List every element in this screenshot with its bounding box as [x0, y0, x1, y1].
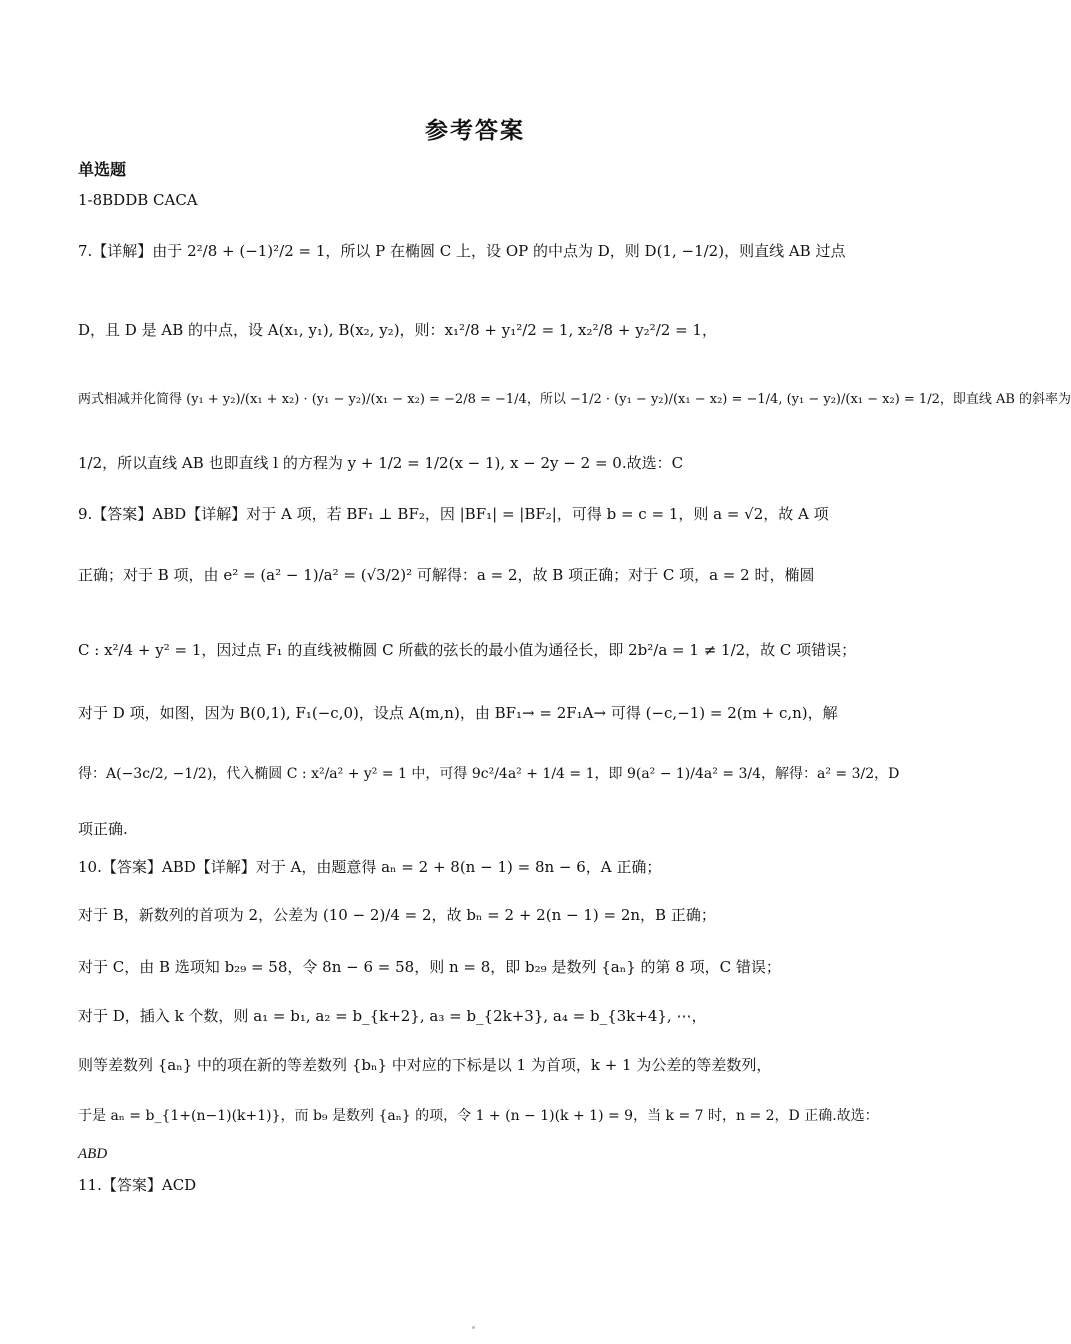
q9-line-4: 对于 D 项，如图，因为 B(0,1), F₁(−c,0)，设点 A(m,n)，由 BF₁→ = 2F₁A→ 可得 (−c,−1) = 2(m + c,n)，解 — [78, 704, 838, 722]
q7-line-1: 7.【详解】由于 2²/8 + (−1)²/2 = 1，所以 P 在椭圆 C 上，设 OP 的中点为 D，则 D(1, −1/2)，则直线 AB 过点 — [78, 242, 846, 260]
q9-line-5: 得：A(−3c/2, −1/2)，代入椭圆 C : x²/a² + y² = 1 中，可得 9c²/4a² + 1/4 = 1，即 9(a² − 1)/4a² = 3/4，解得：a² = 3/2，D — [78, 766, 900, 782]
q10-line-7: ABD — [78, 1146, 108, 1162]
q9-line-3: C : x²/4 + y² = 1，因过点 F₁ 的直线被椭圆 C 所截的弦长的最小值为通径长，即 2b²/a = 1 ≠ 1/2，故 C 项错误； — [78, 641, 857, 659]
q10-line-3: 对于 C，由 B 选项知 b₂₉ = 58，令 8n − 6 = 58，则 n = 8，即 b₂₉ 是数列 {aₙ} 的第 8 项，C 错误； — [78, 958, 781, 976]
q10-line-6: 于是 aₙ = b_{1+(n−1)(k+1)}，而 b₉ 是数列 {aₙ} 的项，令 1 + (n − 1)(k + 1) = 9，当 k = 7 时，n = 2，D 正确.故选： — [78, 1108, 879, 1124]
answer-key: 1-8BDDB CACA — [78, 191, 198, 209]
q9-line-1: 9.【答案】ABD【详解】对于 A 项，若 BF₁ ⊥ BF₂，因 |BF₁| = |BF₂|，可得 b = c = 1，则 a = √2，故 A 项 — [78, 505, 829, 523]
q11-line-1: 11.【答案】ACD — [78, 1176, 197, 1194]
footer-dot — [472, 1326, 475, 1329]
q7-line-3: 两式相减并化简得 (y₁ + y₂)/(x₁ + x₂) · (y₁ − y₂)/(x₁ − x₂) = −2/8 = −1/4，所以 −1/2 · (y₁ − y₂)/(x₁ − x₂) = −1/4, (y₁ − y₂)/(x₁ − x₂) = 1/2，即直线 AB 的斜率为 — [78, 392, 1071, 407]
q7-line-4: 1/2，所以直线 AB 也即直线 l 的方程为 y + 1/2 = 1/2(x − 1), x − 2y − 2 = 0.故选：C — [78, 454, 684, 472]
page-title: 参考答案 — [425, 117, 525, 144]
q10-line-5: 则等差数列 {aₙ} 中的项在新的等差数列 {bₙ} 中对应的下标是以 1 为首项，k + 1 为公差的等差数列， — [78, 1056, 772, 1074]
q10-line-1: 10.【答案】ABD【详解】对于 A，由题意得 aₙ = 2 + 8(n − 1) = 8n − 6，A 正确； — [78, 858, 662, 876]
section-heading: 单选题 — [78, 160, 127, 179]
q9-line-6: 项正确. — [78, 820, 128, 838]
q10-line-2: 对于 B，新数列的首项为 2，公差为 (10 − 2)/4 = 2，故 bₙ = 2 + 2(n − 1) = 2n，B 正确； — [78, 906, 716, 924]
q10-line-4: 对于 D，插入 k 个数，则 a₁ = b₁, a₂ = b_{k+2}, a₃ = b_{2k+3}, a₄ = b_{3k+4}, ⋯， — [78, 1007, 707, 1025]
q9-line-2: 正确；对于 B 项，由 e² = (a² − 1)/a² = (√3/2)² 可解得：a = 2，故 B 项正确；对于 C 项，a = 2 时，椭圆 — [78, 566, 815, 584]
q7-line-2: D，且 D 是 AB 的中点，设 A(x₁, y₁), B(x₂, y₂)，则：x₁²/8 + y₁²/2 = 1, x₂²/8 + y₂²/2 = 1， — [78, 321, 717, 339]
